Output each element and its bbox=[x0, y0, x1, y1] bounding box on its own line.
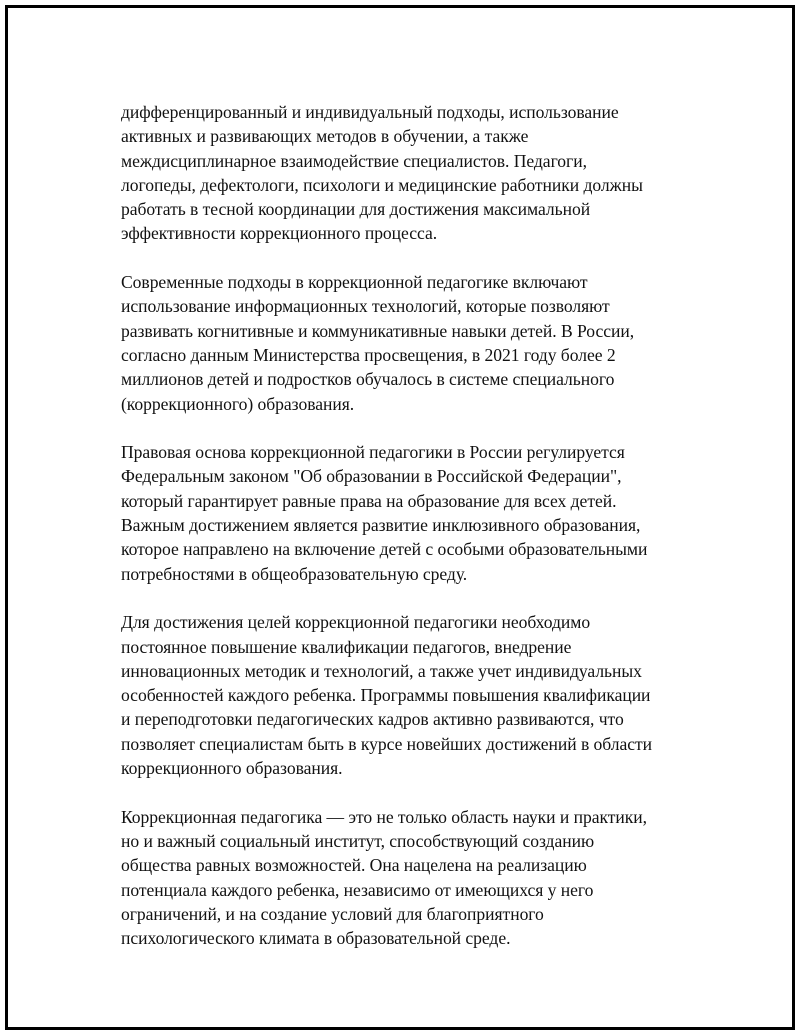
paragraph-legal-basis: Правовая основа коррекционной педагогики в России регулируется Федеральным законом "Об образовании в Российской Федерации", который гарантирует равные права на образование для всех детей. Важным достижением является развитие инклюзивного образования, которое направлено на включение детей с особыми образовательными потребностями в общеобразовательную среду. bbox=[121, 442, 648, 584]
paragraph-modern-approaches: Современные подходы в коррекционной педагогике включают использование информационных технологий, которые позволяют развивать когнитивные и коммуникативные навыки детей. В России, согласно данным Министерства просвещения, в 2021 году более 2 миллионов детей и подростков обучалось в системе специального (коррекционного) образования. bbox=[121, 272, 635, 414]
page-frame bbox=[5, 5, 795, 1030]
paragraph-qualification: Для достижения целей коррекционной педагогики необходимо постоянное повышение квалификации педагогов, внедрение инновационных методик и технологий, а также учет индивидуальных особенностей каждого ребенка. Программы повышения квалификации и переподготовки педагогических кадров активно развиваются, что позволяет специалистам быть в курсе новейших достижений в области коррекционного образования. bbox=[121, 612, 653, 779]
document-body bbox=[121, 100, 691, 950]
paragraph-methods: дифференцированный и индивидуальный подходы, использование активных и развивающих методов в обучении, а также междисциплинарное взаимодействие специалистов. Педагоги, логопеды, дефектологи, психологи и медицинские работники должны работать в тесной координации для достижения максимальной эффективности коррекционного процесса. bbox=[121, 102, 643, 244]
paragraph-social-institute: Коррекционная педагогика — это не только область науки и практики, но и важный социальный институт, способствующий созданию общества равных возможностей. Она нацелена на реализацию потенциала каждого ребенка, независимо от имеющихся у него ограничений, и на создание условий для благоприятного психологического климата в образовательной среде. bbox=[121, 806, 647, 949]
